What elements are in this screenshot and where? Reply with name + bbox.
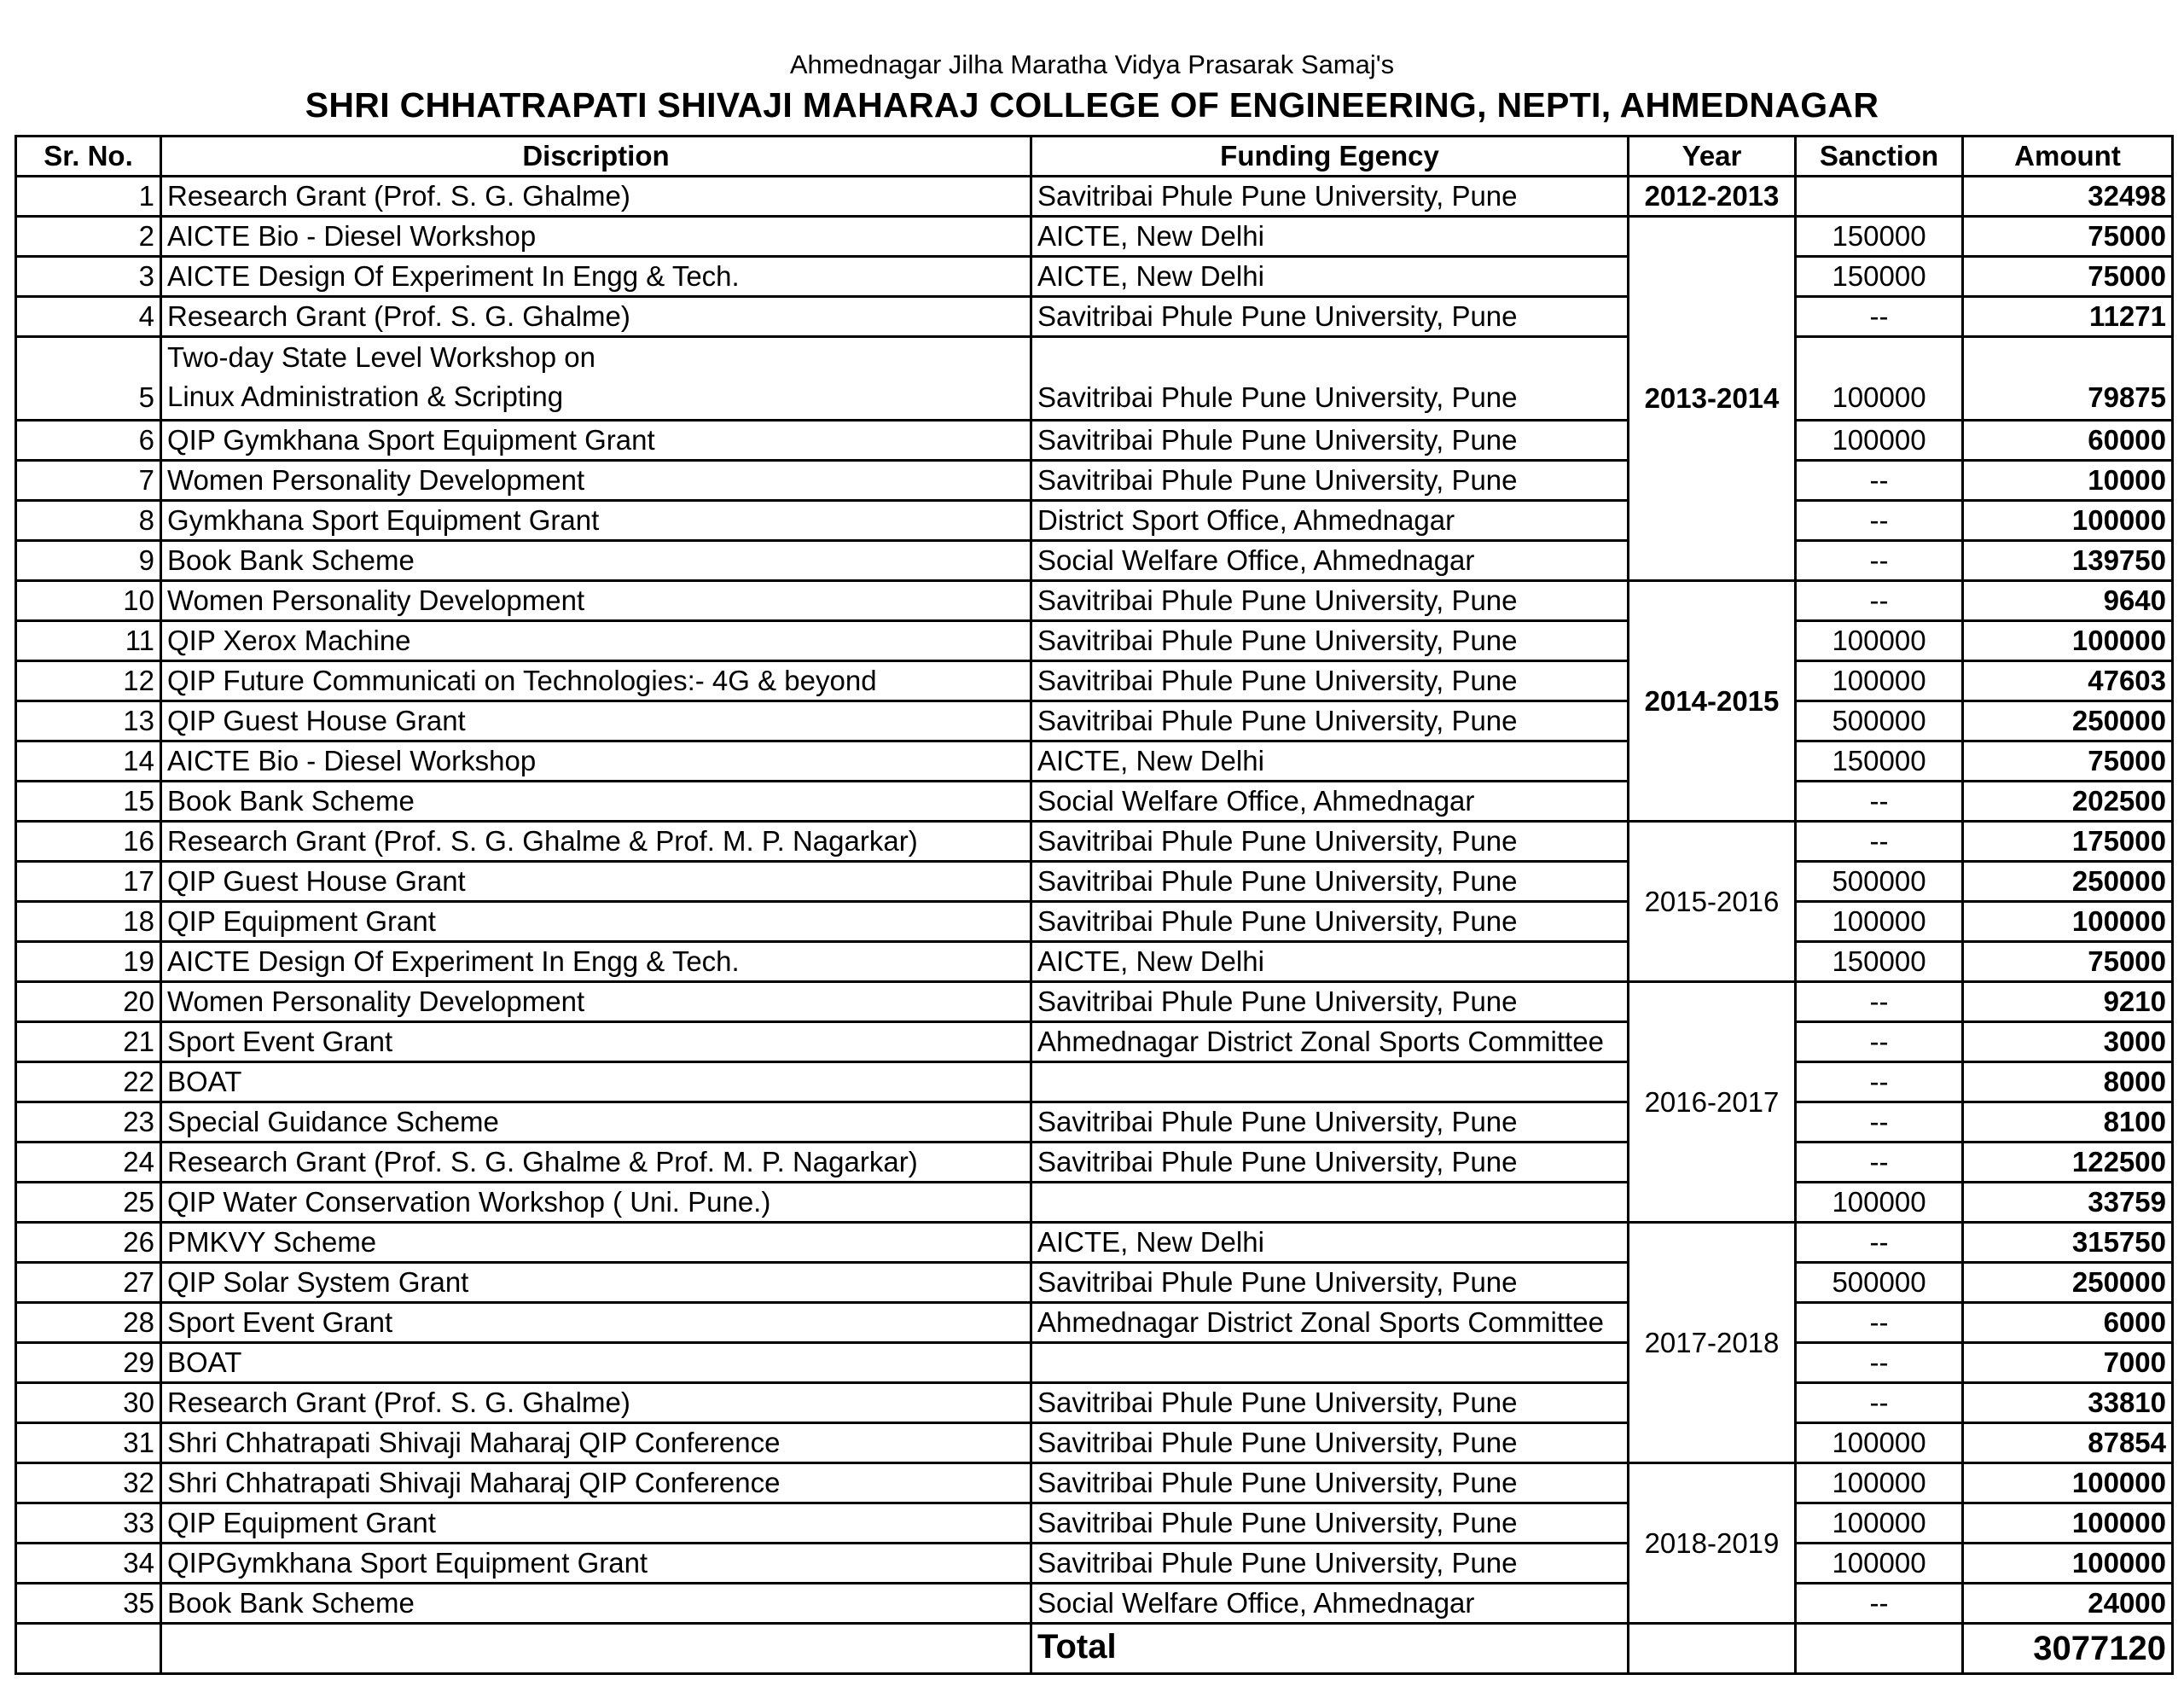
description-cell: QIP Guest House Grant [161, 701, 1031, 741]
total-row [16, 1624, 2173, 1674]
sr-no-cell: 16 [16, 822, 161, 862]
description-cell: Research Grant (Prof. S. G. Ghalme) [161, 1383, 1031, 1423]
table-row [16, 822, 2173, 862]
sanction-cell: 500000 [1796, 1263, 1963, 1303]
table-row [16, 862, 2173, 902]
table-row [16, 1263, 2173, 1303]
description-cell: Special Guidance Scheme [161, 1102, 1031, 1143]
description-cell: QIP Equipment Grant [161, 902, 1031, 942]
amount-cell: 6000 [1963, 1303, 2173, 1343]
sr-no-cell: 6 [16, 421, 161, 461]
sanction-cell [1796, 177, 1963, 217]
sanction-cell: 100000 [1796, 661, 1963, 701]
funding-agency-cell: Savitribai Phule Pune University, Pune [1031, 661, 1629, 701]
sanction-cell: 100000 [1796, 337, 1963, 421]
amount-cell: 87854 [1963, 1423, 2173, 1463]
amount-cell: 75000 [1963, 942, 2173, 982]
sr-no-cell: 8 [16, 501, 161, 541]
empty-cell [16, 1624, 161, 1674]
description-cell: Research Grant (Prof. S. G. Ghalme) [161, 297, 1031, 337]
description-cell: QIP Solar System Grant [161, 1263, 1031, 1303]
sr-no-cell: 10 [16, 581, 161, 621]
funding-agency-cell: Savitribai Phule Pune University, Pune [1031, 581, 1629, 621]
empty-cell [1629, 1624, 1796, 1674]
sr-no-cell: 21 [16, 1022, 161, 1062]
funding-agency-cell: Savitribai Phule Pune University, Pune [1031, 337, 1629, 421]
sanction-cell: -- [1796, 297, 1963, 337]
description-cell: QIP Water Conservation Workshop ( Uni. Pune.) [161, 1183, 1031, 1223]
table-row [16, 217, 2173, 257]
table-row [16, 1223, 2173, 1263]
sr-no-cell: 1 [16, 177, 161, 217]
description-cell: Book Bank Scheme [161, 1584, 1031, 1624]
sr-no-cell: 34 [16, 1544, 161, 1584]
funding-agency-cell: Savitribai Phule Pune University, Pune [1031, 421, 1629, 461]
table-row [16, 741, 2173, 782]
sanction-cell: 500000 [1796, 862, 1963, 902]
amount-cell: 33759 [1963, 1183, 2173, 1223]
amount-cell: 75000 [1963, 217, 2173, 257]
description-cell: Shri Chhatrapati Shivaji Maharaj QIP Conference [161, 1423, 1031, 1463]
sanction-cell: 100000 [1796, 1183, 1963, 1223]
table-row [16, 421, 2173, 461]
description-cell: AICTE Bio - Diesel Workshop [161, 741, 1031, 782]
amount-cell: 33810 [1963, 1383, 2173, 1423]
amount-cell: 139750 [1963, 541, 2173, 581]
sr-no-cell: 2 [16, 217, 161, 257]
sanction-cell: -- [1796, 461, 1963, 501]
sanction-cell: -- [1796, 822, 1963, 862]
amount-cell: 315750 [1963, 1223, 2173, 1263]
description-cell: Research Grant (Prof. S. G. Ghalme & Prof. M. P. Nagarkar) [161, 1143, 1031, 1183]
description-cell: BOAT [161, 1062, 1031, 1102]
amount-cell: 32498 [1963, 177, 2173, 217]
amount-cell: 75000 [1963, 257, 2173, 297]
amount-cell: 8000 [1963, 1062, 2173, 1102]
sanction-cell: -- [1796, 1143, 1963, 1183]
funding-agency-cell [1031, 1343, 1629, 1383]
year-cell: 2017-2018 [1629, 1223, 1796, 1463]
amount-cell: 202500 [1963, 782, 2173, 822]
table-row [16, 461, 2173, 501]
amount-cell: 250000 [1963, 862, 2173, 902]
sr-no-cell: 12 [16, 661, 161, 701]
amount-cell: 9210 [1963, 982, 2173, 1022]
funding-agency-cell: AICTE, New Delhi [1031, 1223, 1629, 1263]
sr-no-cell: 23 [16, 1102, 161, 1143]
description-cell [161, 337, 1031, 421]
table-row [16, 1062, 2173, 1102]
sanction-cell: 150000 [1796, 741, 1963, 782]
description-cell: QIP Equipment Grant [161, 1503, 1031, 1544]
funding-agency-cell: Savitribai Phule Pune University, Pune [1031, 902, 1629, 942]
sanction-cell: 150000 [1796, 942, 1963, 982]
description-cell: AICTE Bio - Diesel Workshop [161, 217, 1031, 257]
description-cell: PMKVY Scheme [161, 1223, 1031, 1263]
table-row [16, 501, 2173, 541]
description-line-1: Two-day State Level Workshop on [167, 341, 595, 373]
funding-agency-cell: Savitribai Phule Pune University, Pune [1031, 621, 1629, 661]
funding-table [15, 135, 2174, 1675]
amount-cell: 100000 [1963, 501, 2173, 541]
sanction-cell: 100000 [1796, 421, 1963, 461]
total-amount: 3077120 [1963, 1624, 2173, 1674]
sanction-cell: -- [1796, 982, 1963, 1022]
year-cell: 2013-2014 [1629, 217, 1796, 581]
table-row [16, 1343, 2173, 1383]
sr-no-cell: 5 [16, 337, 161, 421]
table-row [16, 942, 2173, 982]
year-cell: 2016-2017 [1629, 982, 1796, 1223]
sr-no-cell: 22 [16, 1062, 161, 1102]
sanction-cell: -- [1796, 541, 1963, 581]
amount-cell: 100000 [1963, 621, 2173, 661]
funding-agency-cell: Savitribai Phule Pune University, Pune [1031, 297, 1629, 337]
sr-no-cell: 17 [16, 862, 161, 902]
sr-no-cell: 19 [16, 942, 161, 982]
table-row [16, 257, 2173, 297]
amount-cell: 9640 [1963, 581, 2173, 621]
description-cell: QIPGymkhana Sport Equipment Grant [161, 1544, 1031, 1584]
sanction-cell: -- [1796, 1303, 1963, 1343]
amount-cell: 60000 [1963, 421, 2173, 461]
sanction-cell: -- [1796, 1062, 1963, 1102]
sanction-cell: 100000 [1796, 1423, 1963, 1463]
year-cell: 2015-2016 [1629, 822, 1796, 982]
description-cell: Book Bank Scheme [161, 782, 1031, 822]
description-cell: Women Personality Development [161, 581, 1031, 621]
sanction-cell: -- [1796, 1584, 1963, 1624]
funding-agency-cell: District Sport Office, Ahmednagar [1031, 501, 1629, 541]
amount-cell: 250000 [1963, 1263, 2173, 1303]
amount-cell: 79875 [1963, 337, 2173, 421]
col-header-funding-agency: Funding Egency [1031, 137, 1629, 177]
sanction-cell: 150000 [1796, 257, 1963, 297]
amount-cell: 100000 [1963, 1463, 2173, 1503]
col-header-amount: Amount [1963, 137, 2173, 177]
sr-no-cell: 7 [16, 461, 161, 501]
sanction-cell: -- [1796, 581, 1963, 621]
sr-no-cell: 29 [16, 1343, 161, 1383]
sr-no-cell: 9 [16, 541, 161, 581]
amount-cell: 10000 [1963, 461, 2173, 501]
funding-agency-cell: Savitribai Phule Pune University, Pune [1031, 1102, 1629, 1143]
table-row [16, 621, 2173, 661]
funding-agency-cell: AICTE, New Delhi [1031, 741, 1629, 782]
funding-agency-cell: Social Welfare Office, Ahmednagar [1031, 541, 1629, 581]
total-label: Total [1031, 1624, 1629, 1674]
sanction-cell: -- [1796, 782, 1963, 822]
amount-cell: 24000 [1963, 1584, 2173, 1624]
college-title: SHRI CHHATRAPATI SHIVAJI MAHARAJ COLLEGE OF ENGINEERING, NEPTI, AHMEDNAGAR [305, 85, 1879, 125]
sanction-cell: 100000 [1796, 1503, 1963, 1544]
table-row [16, 1303, 2173, 1343]
sr-no-cell: 25 [16, 1183, 161, 1223]
description-cell: Gymkhana Sport Equipment Grant [161, 501, 1031, 541]
empty-cell [161, 1624, 1031, 1674]
description-cell: Women Personality Development [161, 982, 1031, 1022]
table-row [16, 337, 2173, 421]
description-cell: Book Bank Scheme [161, 541, 1031, 581]
amount-cell: 175000 [1963, 822, 2173, 862]
col-header-year: Year [1629, 137, 1796, 177]
funding-agency-cell: Savitribai Phule Pune University, Pune [1031, 862, 1629, 902]
funding-agency-cell: Social Welfare Office, Ahmednagar [1031, 782, 1629, 822]
sr-no-cell: 31 [16, 1423, 161, 1463]
sanction-cell: 100000 [1796, 621, 1963, 661]
amount-cell: 8100 [1963, 1102, 2173, 1143]
description-cell: QIP Xerox Machine [161, 621, 1031, 661]
amount-cell: 122500 [1963, 1143, 2173, 1183]
funding-agency-cell: Savitribai Phule Pune University, Pune [1031, 461, 1629, 501]
table-row [16, 782, 2173, 822]
sr-no-cell: 3 [16, 257, 161, 297]
description-cell: QIP Guest House Grant [161, 862, 1031, 902]
sr-no-cell: 15 [16, 782, 161, 822]
funding-agency-cell: Savitribai Phule Pune University, Pune [1031, 1503, 1629, 1544]
funding-agency-cell: AICTE, New Delhi [1031, 217, 1629, 257]
sr-no-cell: 26 [16, 1223, 161, 1263]
funding-agency-cell: AICTE, New Delhi [1031, 942, 1629, 982]
sanction-cell: -- [1796, 501, 1963, 541]
funding-agency-cell: Savitribai Phule Pune University, Pune [1031, 1263, 1629, 1303]
table-row [16, 982, 2173, 1022]
table-row [16, 1584, 2173, 1624]
sr-no-cell: 18 [16, 902, 161, 942]
description-cell: BOAT [161, 1343, 1031, 1383]
amount-cell: 75000 [1963, 741, 2173, 782]
year-cell: 2018-2019 [1629, 1463, 1796, 1624]
description-cell: Women Personality Development [161, 461, 1031, 501]
funding-agency-cell: Social Welfare Office, Ahmednagar [1031, 1584, 1629, 1624]
description-cell: AICTE Design Of Experiment In Engg & Tech. [161, 942, 1031, 982]
funding-agency-cell: Savitribai Phule Pune University, Pune [1031, 982, 1629, 1022]
funding-agency-cell: Savitribai Phule Pune University, Pune [1031, 177, 1629, 217]
table-row [16, 297, 2173, 337]
description-cell: QIP Gymkhana Sport Equipment Grant [161, 421, 1031, 461]
year-cell: 2014-2015 [1629, 581, 1796, 822]
table-header-row [16, 137, 2173, 177]
table-row [16, 1022, 2173, 1062]
funding-agency-cell: Ahmednagar District Zonal Sports Committee [1031, 1022, 1629, 1062]
sanction-cell: -- [1796, 1343, 1963, 1383]
sanction-cell: -- [1796, 1102, 1963, 1143]
table-row [16, 1423, 2173, 1463]
funding-agency-cell [1031, 1183, 1629, 1223]
empty-cell [1796, 1624, 1963, 1674]
description-cell: Sport Event Grant [161, 1303, 1031, 1343]
description-cell: Shri Chhatrapati Shivaji Maharaj QIP Conference [161, 1463, 1031, 1503]
sanction-cell: 500000 [1796, 701, 1963, 741]
sr-no-cell: 20 [16, 982, 161, 1022]
funding-agency-cell: Savitribai Phule Pune University, Pune [1031, 822, 1629, 862]
funding-agency-cell: Savitribai Phule Pune University, Pune [1031, 1423, 1629, 1463]
col-header-sanction: Sanction [1796, 137, 1963, 177]
table-row [16, 1102, 2173, 1143]
sr-no-cell: 13 [16, 701, 161, 741]
funding-agency-cell [1031, 1062, 1629, 1102]
col-header-sr-no: Sr. No. [16, 137, 161, 177]
amount-cell: 47603 [1963, 661, 2173, 701]
table-row [16, 661, 2173, 701]
year-cell: 2012-2013 [1629, 177, 1796, 217]
sanction-cell: 100000 [1796, 1544, 1963, 1584]
sr-no-cell: 4 [16, 297, 161, 337]
description-line-2: Linux Administration & Scripting [167, 381, 564, 412]
funding-agency-cell: Savitribai Phule Pune University, Pune [1031, 1544, 1629, 1584]
amount-cell: 11271 [1963, 297, 2173, 337]
amount-cell: 100000 [1963, 1503, 2173, 1544]
table-row [16, 1383, 2173, 1423]
sr-no-cell: 11 [16, 621, 161, 661]
sr-no-cell: 27 [16, 1263, 161, 1303]
funding-agency-cell: Savitribai Phule Pune University, Pune [1031, 1383, 1629, 1423]
sr-no-cell: 35 [16, 1584, 161, 1624]
sanction-cell: 150000 [1796, 217, 1963, 257]
description-cell: Sport Event Grant [161, 1022, 1031, 1062]
funding-agency-cell: Savitribai Phule Pune University, Pune [1031, 1143, 1629, 1183]
sr-no-cell: 30 [16, 1383, 161, 1423]
table-row [16, 902, 2173, 942]
description-cell: Research Grant (Prof. S. G. Ghalme) [161, 177, 1031, 217]
sr-no-cell: 24 [16, 1143, 161, 1183]
description-cell: Research Grant (Prof. S. G. Ghalme & Prof. M. P. Nagarkar) [161, 822, 1031, 862]
table-row [16, 541, 2173, 581]
sr-no-cell: 33 [16, 1503, 161, 1544]
amount-cell: 7000 [1963, 1343, 2173, 1383]
sr-no-cell: 28 [16, 1303, 161, 1343]
description-cell: QIP Future Communicati on Technologies:- 4G & beyond [161, 661, 1031, 701]
sanction-cell: 100000 [1796, 902, 1963, 942]
col-header-description: Discription [161, 137, 1031, 177]
table-row [16, 701, 2173, 741]
description-cell: AICTE Design Of Experiment In Engg & Tech. [161, 257, 1031, 297]
institution-subtitle: Ahmednagar Jilha Maratha Vidya Prasarak Samaj's [789, 49, 1395, 79]
sanction-cell: -- [1796, 1383, 1963, 1423]
funding-agency-cell: AICTE, New Delhi [1031, 257, 1629, 297]
funding-agency-cell: Savitribai Phule Pune University, Pune [1031, 701, 1629, 741]
amount-cell: 100000 [1963, 1544, 2173, 1584]
sanction-cell: 100000 [1796, 1463, 1963, 1503]
amount-cell: 3000 [1963, 1022, 2173, 1062]
amount-cell: 100000 [1963, 902, 2173, 942]
funding-agency-cell: Ahmednagar District Zonal Sports Committee [1031, 1303, 1629, 1343]
table-row [16, 581, 2173, 621]
sr-no-cell: 32 [16, 1463, 161, 1503]
funding-agency-cell: Savitribai Phule Pune University, Pune [1031, 1463, 1629, 1503]
sanction-cell: -- [1796, 1022, 1963, 1062]
amount-cell: 250000 [1963, 701, 2173, 741]
table-row [16, 1143, 2173, 1183]
table-row [16, 1463, 2173, 1503]
table-row [16, 1544, 2173, 1584]
sanction-cell: -- [1796, 1223, 1963, 1263]
table-row [16, 1503, 2173, 1544]
table-row [16, 177, 2173, 217]
table-row [16, 1183, 2173, 1223]
sr-no-cell: 14 [16, 741, 161, 782]
